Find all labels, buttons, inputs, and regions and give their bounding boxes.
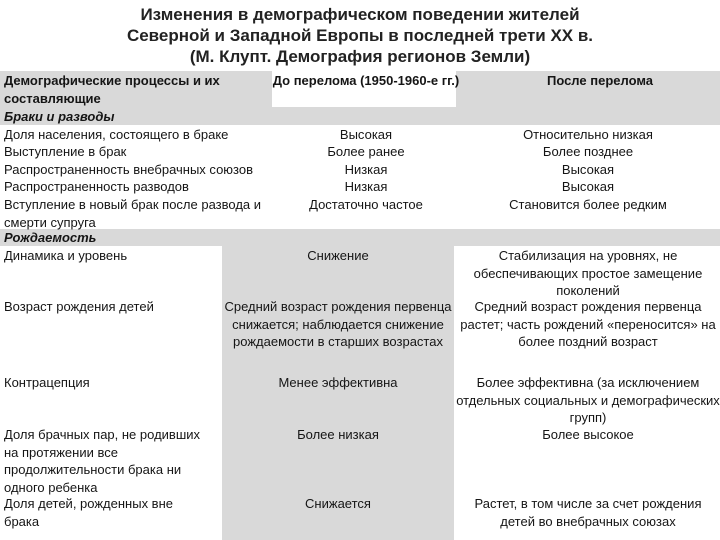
row-before: Низкая <box>344 162 388 177</box>
row-before: Низкая <box>344 179 388 194</box>
header-processes: Демографические процессы и их составляющие <box>4 73 220 106</box>
header-after: После перелома <box>546 73 654 88</box>
row-label: Распространенность разводов <box>4 179 189 194</box>
document-title <box>0 4 720 67</box>
row-label: Доля детей, рожденных вне брака <box>4 496 173 529</box>
row-label: Выступление в брак <box>4 144 127 159</box>
row-label: Возраст рождения детей <box>4 299 154 314</box>
row-before: Средний возраст рождения первенца снижается; наблюдается снижение рождаемости в старших возрастах <box>224 299 452 349</box>
row-before: Менее эффективна <box>278 375 398 390</box>
row-after: Более позднее <box>542 144 634 159</box>
section-fertility: Рождаемость <box>4 230 97 245</box>
row-after: Стабилизация на уровнях, не обеспечивающих простое замещение поколений <box>473 248 703 298</box>
row-label: Вступление в новый брак после развода и смерти супруга <box>4 197 262 230</box>
row-before: Высокая <box>339 127 393 142</box>
row-label: Динамика и уровень <box>4 248 128 263</box>
row-after: Средний возраст рождения первенца растет; часть рождений «переносится» на более поздний возраст <box>460 299 716 349</box>
row-label: Контрацепция <box>4 375 90 390</box>
header-before: До перелома (1950-1960-е гг.) <box>272 73 460 88</box>
row-after: Более высокое <box>542 427 634 442</box>
section-marriage: Браки и разводы <box>4 109 115 124</box>
row-before: Более низкая <box>297 427 379 442</box>
row-before: Снижение <box>307 248 369 263</box>
row-after: Относительно низкая <box>523 127 653 142</box>
row-label: Доля населения, состоящего в браке <box>4 127 229 142</box>
row-label: Распространенность внебрачных союзов <box>4 162 253 177</box>
row-before: Снижается <box>305 496 371 511</box>
row-label: Доля брачных пар, не родивших на протяжении все продолжительности брака ни одного ребенка <box>4 427 201 495</box>
row-after: Высокая <box>561 162 615 177</box>
title-line-3: (М. Клупт. Демография регионов Земли) <box>189 47 531 66</box>
row-before: Более ранее <box>327 144 405 159</box>
row-before: Достаточно частое <box>309 197 423 212</box>
row-after: Высокая <box>561 179 615 194</box>
row-after: Становится более редким <box>509 197 667 212</box>
title-line-1: Изменения в демографическом поведении жителей <box>140 5 580 24</box>
row-after: Растет, в том числе за счет рождения детей во внебрачных союзах <box>474 496 702 529</box>
title-line-2: Северной и Западной Европы в последней трети XX в. <box>126 26 594 45</box>
row-after: Более эффективна (за исключением отдельных социальных и демографических групп) <box>456 375 720 425</box>
